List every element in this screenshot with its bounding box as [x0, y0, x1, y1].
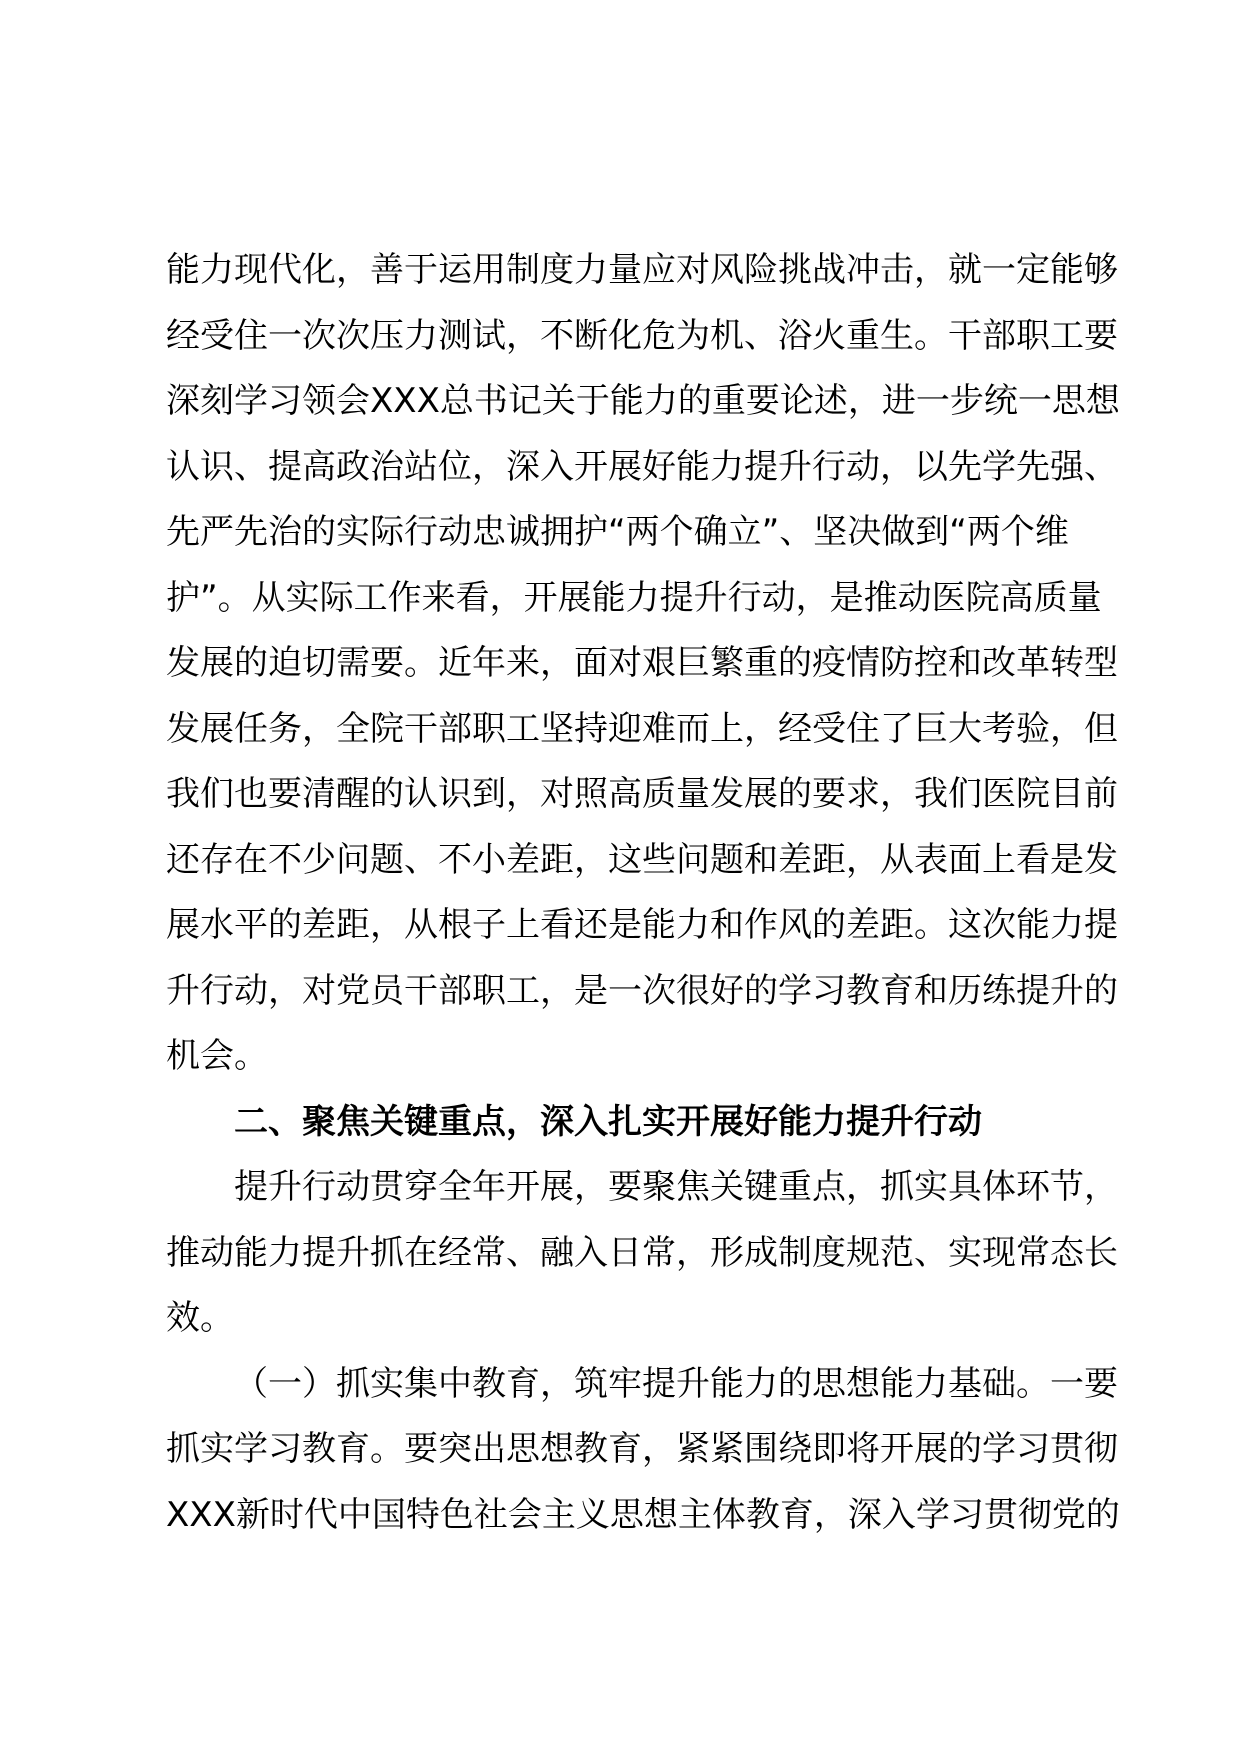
- text-line: 发展任务，全院干部职工坚持迎难而上，经受住了巨大考验，但: [166, 708, 1118, 749]
- text-line: 提升行动贯穿全年开展，要聚焦关键重点，抓实具体环节，: [234, 1167, 1118, 1207]
- text-line: 我们也要清醒的认识到，对照高质量发展的要求，我们医院目前: [166, 774, 1118, 814]
- text-line: 能力现代化，善于运用制度力量应对风险挑战冲击，就一定能够: [166, 250, 1118, 290]
- paragraph-section-1: [166, 1352, 1120, 1549]
- text-line: 发展的迫切需要。近年来，面对艰巨繁重的疫情防控和改革转型: [166, 643, 1118, 683]
- text-line: 深刻学习领会XXX总书记关于能力的重要论述，进一步统一思想: [166, 381, 1120, 421]
- text-line: 效。: [166, 1298, 234, 1338]
- text-line: 经受住一次次压力测试，不断化危为机、浴火重生。干部职工要: [166, 315, 1118, 356]
- paragraph-intro: [166, 1155, 1118, 1352]
- text-line: 先严先治的实际行动忠诚拥护“两个确立”、坚决做到“两个维: [166, 512, 1069, 552]
- text-line: 抓实学习教育。要突出思想教育，紧紧围绕即将开展的学习贯彻: [166, 1429, 1118, 1469]
- paragraph-continuation: [166, 238, 1120, 1090]
- heading-line: 二、聚焦关键重点，深入扎实开展好能力提升行动: [234, 1101, 982, 1142]
- text-line: 认识、提高政治站位，深入开展好能力提升行动，以先学先强、: [166, 446, 1118, 487]
- text-line: 推动能力提升抓在经常、融入日常，形成制度规范、实现常态长: [166, 1232, 1118, 1273]
- text-line: （一）抓实集中教育，筑牢提升能力的思想能力基础。一要: [234, 1363, 1118, 1404]
- section-heading: [166, 1090, 1096, 1156]
- text-line: 展水平的差距，从根子上看还是能力和作风的差距。这次能力提: [166, 905, 1118, 945]
- text-line: 还存在不少问题、不小差距，这些问题和差距，从表面上看是发: [166, 839, 1118, 880]
- text-line: 升行动，对党员干部职工，是一次很好的学习教育和历练提升的: [166, 970, 1118, 1011]
- text-line: 护”。从实际工作来看，开展能力提升行动，是推动医院高质量: [166, 577, 1102, 618]
- text-line: XXX新时代中国特色社会主义思想主体教育，深入学习贯彻党的: [166, 1494, 1120, 1535]
- document-body: [166, 238, 1120, 1548]
- text-line: 机会。: [166, 1036, 268, 1076]
